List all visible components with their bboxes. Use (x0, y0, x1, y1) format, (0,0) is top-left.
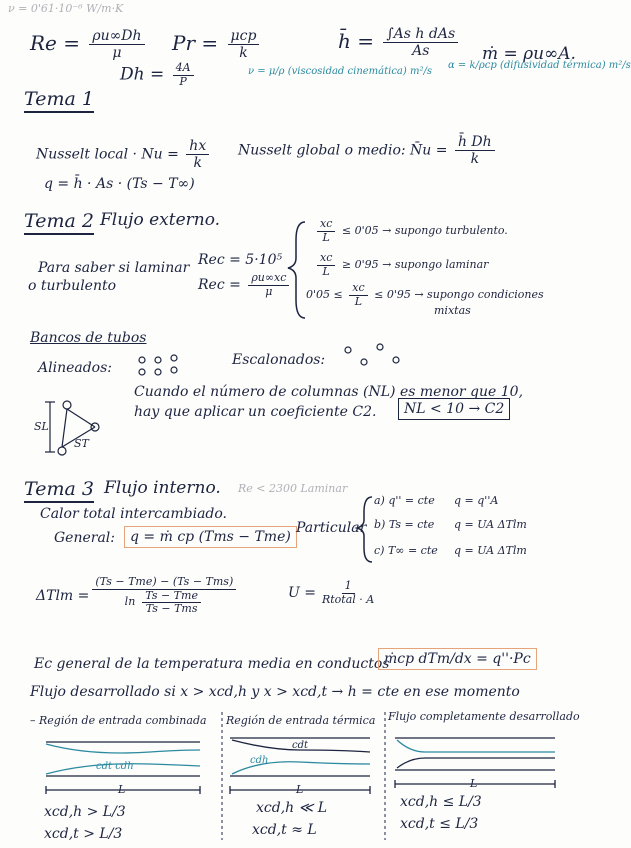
region1-label1: xcd,h > L/3 (44, 804, 126, 820)
case-c: c) T∞ = cte (374, 544, 438, 557)
region2-tag-bottom: cdh (250, 755, 269, 766)
prandtl-definition: Pr = $\frac{\text{μcp}}{k}$ (172, 28, 262, 61)
hydraulic-diameter-definition: Dh = $\frac{4A}{P}$ (120, 62, 197, 88)
tube-note-line2: hay que aplicar un coeficiente C2. (134, 404, 377, 420)
aligned-tubes-sketch (139, 355, 177, 375)
staggered-tubes-sketch (345, 344, 399, 365)
general-temperature-eq: ṁcp dTm/dx = q''·Pc (378, 648, 537, 670)
top-note: ν = 0'61·10⁻⁶ W/m·K (8, 2, 124, 15)
kinematic-viscosity-note: ν = μ/ρ (viscosidad cinemática) m²/s (248, 66, 432, 77)
st-label: ST (74, 437, 89, 450)
general-label: General: (54, 530, 116, 546)
tema1-title: Tema 1 (24, 88, 94, 113)
reynolds-definition: Re = $\frac{\rho u\infty Dh}{\mu}$ (30, 28, 148, 61)
tema2-subtitle: Flujo externo. (100, 210, 221, 230)
case-c-eq: q = UA ΔTlm (454, 544, 527, 557)
region1-tags: cdt cdh (96, 761, 134, 772)
thermal-diffusivity-note: α = k/ρcp (difusividad térmica) m²/s (448, 60, 631, 71)
region3-length: L (470, 777, 478, 790)
lmtd-equation: ΔTlm = (Ts − Tme) − (Ts − Tms) ln $\frac{\text{Ts − Tme}}{\text{Ts − Tms}}$ (36, 576, 239, 616)
tube-spacing-sketch (45, 401, 99, 455)
laminar-note: Re < 2300 Laminar (238, 482, 348, 495)
case-b: b) Ts = cte (374, 518, 435, 531)
reynolds-critical-def: Rec = $\frac{\rho u\infty xc}{\mu}$ (198, 272, 292, 298)
region2-length: L (296, 783, 304, 796)
o-turbulento: o turbulento (28, 278, 117, 294)
case-turbulent: $\frac{xc}{L}$ ≤ 0'05 → supongo turbulento. (314, 218, 508, 244)
case-a-eq: q = q''A (454, 494, 499, 507)
newton-cooling-eq: q = h̄ · As · (Ts − T∞) (44, 176, 195, 192)
tema2-title: Tema 2 (24, 210, 94, 235)
region1-title: – Región de entrada combinada (30, 714, 207, 727)
region2-label2: xcd,t ≈ L (252, 822, 317, 838)
region3-title: Flujo completamente desarrollado (388, 710, 580, 723)
region3-label2: xcd,t ≤ L/3 (400, 816, 479, 832)
bancos-title: Bancos de tubos (30, 330, 147, 346)
general-temperature-label: Ec general de la temperatura media en conductos (34, 656, 390, 672)
cases-brace (288, 222, 305, 318)
sl-label: SL (34, 420, 49, 433)
tema3-subtitle: Flujo interno. (104, 478, 221, 498)
case-laminar: $\frac{xc}{L}$ ≥ 0'95 → supongo laminar (314, 252, 488, 278)
particular-label: Particular (296, 520, 367, 536)
mean-h-definition: h̄ = $\frac{\text{∫As h dAs}}{As}$ (338, 26, 461, 59)
case-b-eq: q = UA ΔTlm (454, 518, 527, 531)
case-mixed-2: mixtas (434, 304, 471, 317)
case-a: a) q'' = cte (374, 494, 435, 507)
critical-reynolds: Rec = 5·10⁵ (198, 252, 283, 268)
tema3-title: Tema 3 (24, 478, 94, 503)
region3-label1: xcd,h ≤ L/3 (400, 794, 482, 810)
nl-boxed-condition: NL < 10 → C2 (398, 398, 510, 420)
region1-label2: xcd,t > L/3 (44, 826, 123, 842)
region1-length: L (118, 783, 126, 796)
region2-label1: xcd,h ≪ L (256, 800, 328, 816)
region2-title: Región de entrada térmica (226, 714, 376, 727)
alineados-label: Alineados: (38, 360, 113, 376)
general-heat-eq: q = ṁ cp (Tms − Tme) (124, 526, 297, 548)
para-saber: Para saber si laminar (38, 260, 190, 276)
region2-tag-top: cdt (292, 740, 309, 751)
escalonados-label: Escalonados: (232, 352, 326, 368)
overall-u-equation: U = $\frac{1}{\text{Rtotal · A}}$ (288, 579, 375, 606)
nusselt-global: Nusselt global o medio: N̄u = $\frac{h̄ Dh}{k}$ (238, 134, 498, 167)
case-mixed: 0'05 ≤ $\frac{xc}{L}$ ≤ 0'95 → supongo condiciones (306, 281, 544, 308)
flujo-desarrollado-line: Flujo desarrollado si x > xcd,h y x > xcd,t → h = cte en ese momento (30, 684, 520, 700)
tube-note-line1: Cuando el número de columnas (NL) es menor que 10, (134, 384, 524, 400)
nusselt-local: Nusselt local · Nu = $\frac{hx}{k}$ (36, 138, 212, 171)
calor-total: Calor total intercambiado. (40, 506, 228, 522)
mass-flow-definition: ṁ = ρu∞A. (482, 44, 576, 64)
